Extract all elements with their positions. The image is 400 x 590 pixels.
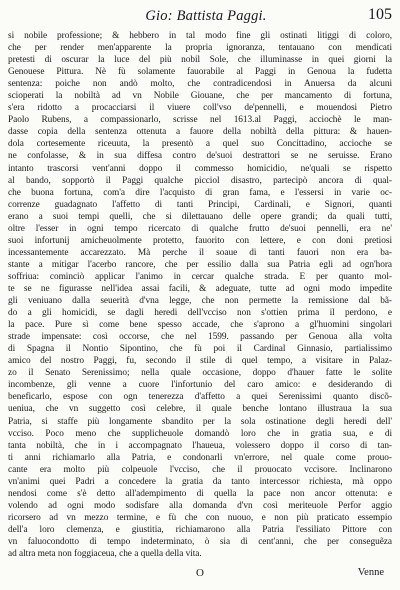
text-line: nendosi come s'è detto all'adempimento di quella la pace non ancor ottenuta: e — [8, 488, 392, 499]
text-line: Genouese Pittura. Nè fù solamente fauorabile al Paggi in Genoua la fudetta — [8, 67, 392, 78]
text-line: dell'a loro clemenza, e giustitia, richiamarono alla Patria l'essiliato Pittore con — [8, 524, 392, 535]
text-line: stante a mitigar l'acerbo rancore, che per essilio dalla sua Patria egli ad ogn'hora — [8, 259, 392, 270]
text-line: incessantemente accarezzato. Mà perche il soaue di tanti fauori non era ba- — [8, 247, 392, 258]
page-number: 105 — [368, 6, 392, 23]
text-line: Paolo Rubens, a compassionarlo, scrisse nel 1613.al Paggi, acciochè le man- — [8, 115, 392, 126]
text-line: do a gli homicidi, se dagli heredi dell'vcciso non s'ottien prima il perdono, e — [8, 308, 392, 319]
page-header — [20, 6, 392, 28]
text-line: si nobile professione; & hebbero in tal modo fine gli ostinati litiggi di coloro, — [8, 31, 392, 41]
text-line: correnze guadagnato l'affetto di tanti Principi, Cardinali, e Signori, quanti — [8, 199, 392, 210]
text-line: di Spagna il Nontio Sipontino, che fù poi il Cardinal Ginnasio, partialissimo — [8, 344, 392, 355]
text-line: vn faluocondotto di tempo indeterminato, ò sia di cent'anni, che per conseguẽza — [8, 536, 392, 547]
text-line: vn'animi quei Padri a concedere la gratia da tanto intercessor richiesta, mà oppo — [8, 476, 392, 487]
text-line: pretesti di oscurar la luce del più nobil Sole, che illuminasse in quei giorni la — [8, 55, 392, 66]
text-line: sentenza: poiche non andò molto, che contradicendosi in Anuersa da alcuni — [8, 79, 392, 90]
text-line: intanto trascorsi vent'anni doppo il commesso homicidio, ne'quali se rispetto — [8, 163, 392, 174]
text-line: ne confolasse, & in sua diffesa contro de'suoi destrattori se ne seruisse. Erano — [8, 151, 392, 162]
text-line: scioperati la nobiltà ad vn Nobile Giouane, che per mancamento di fortuna, — [8, 91, 392, 102]
text-line: te se ne figurasse nell'idea assai facili, & adeguate, tutte ad ogni modo impedite — [8, 283, 392, 294]
text-line: suoi infortunij amicheuolmente protetto, fauorito con lettere, e con doni pretiosi — [8, 235, 392, 246]
text-line: volendo ad ogni modo sodisfare alla domanda d'vn così meriteuole Perfor aggio — [8, 500, 392, 511]
text-line: cante era molto più colpeuole l'vcciso, che il prouocato vccisore. Inclinarono — [8, 464, 392, 475]
text-line: dasse copia della sentenza ottenuta a fauore della nobiltà della pittura: & hauen- — [8, 127, 392, 138]
text-line: oltre l'esser in ogni tempo ricercato di qualche frutto de'suoi pennelli, era ne' — [8, 223, 392, 234]
page-footer — [20, 567, 392, 583]
text-line: incombenze, gli venne a cuore l'infortunio del caro amico: e desiderando di — [8, 380, 392, 391]
text-line: ueniua, che vn suggetto così celebre, il quale benche lontano illustraua la sua — [8, 404, 392, 415]
catchword: Venne — [357, 567, 384, 578]
text-line: s'era ridotto a procacciarsi il viuere coll'vso de'pennelli, e mouendosi Pietro — [8, 103, 392, 114]
text-line: tanta nobiltà, che in i accompagnato l'haueua, volessero doppo il corso di tan- — [8, 440, 392, 451]
text-line: ti anni richiamarlo alla Patria, e condonarli vn'errore, nel quale come prouo- — [8, 452, 392, 463]
body-text — [8, 30, 392, 560]
text-line: amico del nostro Paggi, fu, secondo il stile di quel tempo, a visitare in Palaz- — [8, 356, 392, 367]
text-line: strade impensate: così occorse, che nel 1599. passando per Genoua alla volta — [8, 332, 392, 343]
text-line: Patria, si staffe più longamente sbandito per la sola ostinatione degli heredi dell' — [8, 416, 392, 427]
signature-mark: O — [196, 567, 204, 579]
text-line: dola cortesemente riceuuta, la presentò a quel suo Concittadino, accioche se — [8, 139, 392, 150]
text-line: gli veniuano dalla seuerità d'vna legge, che non permette la remissione dal bã- — [8, 296, 392, 307]
text-line: ad altra meta non foggiaceua, che a quella della vita. — [8, 549, 202, 560]
text-line: ricorsero ad vn mezzo termine, e fù che con nuouo, e non più praticato essempio — [8, 512, 392, 523]
text-line: beneficarlo, espose con ogn tenerezza d'affetto a quei Serenissimi quanto discõ- — [8, 392, 392, 403]
text-line: erano a suoi tempi quelli, che si dilettauano delle opere grandi; da quali tutti, — [8, 211, 392, 222]
text-line: la pace. Pure sì come bene spesso accade, che s'aprono a gl'huomini singolari — [8, 320, 392, 331]
text-line: zo il Senato Serenissimo; nella quale occasione, doppo d'hauer fatte le solite — [8, 368, 392, 379]
text-line: al bando, sopportò il Paggi qualche picciol disastro, partecipò ancora di qual- — [8, 175, 392, 186]
running-head: Gio: Battista Paggi. — [145, 8, 267, 24]
text-line: soffriua: cominciò applicar l'animo in cercar qualche strada. E per quanto mol- — [8, 271, 392, 282]
text-line: vcciso. Poco meno che supplicheuole domandò loro che in gratia sua, e di — [8, 428, 392, 439]
text-line: che per render men'apparente la propria ignoranza, tentauano con mendicati — [8, 43, 392, 54]
text-line: che buona fortuna, com'a dire l'acquisto di gran fama, e l'essersi in varie oc- — [8, 187, 392, 198]
